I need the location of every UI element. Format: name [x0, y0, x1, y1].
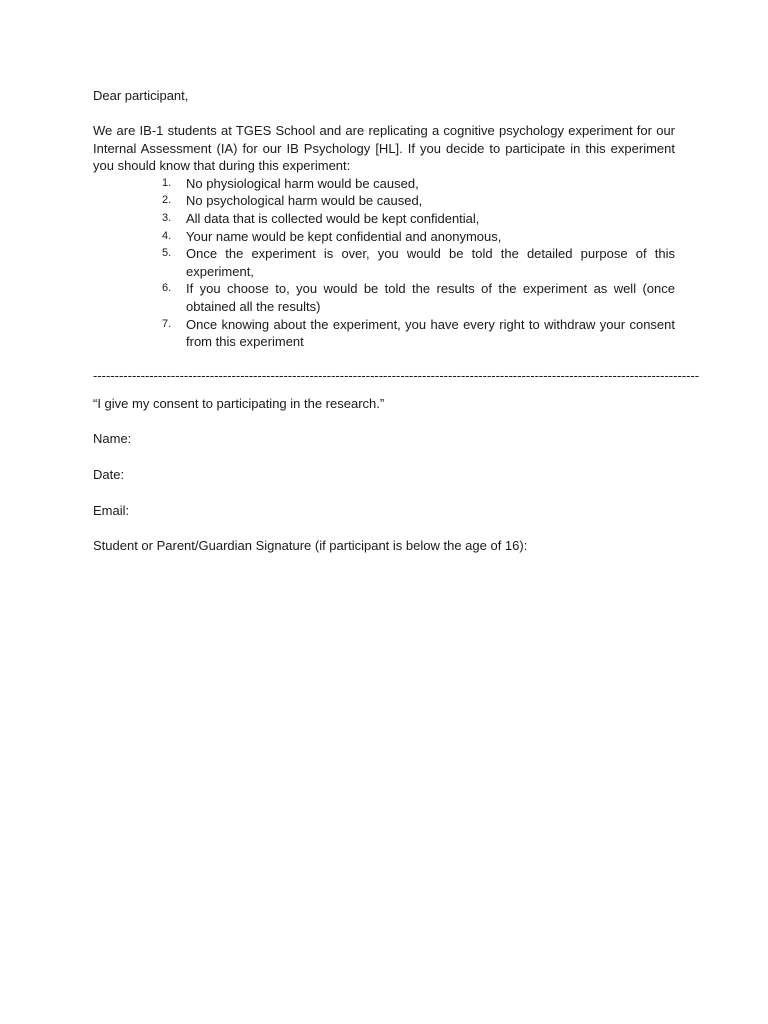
- list-number: 5.: [162, 247, 172, 260]
- date-label: Date:: [93, 466, 125, 482]
- list-item: [93, 245, 675, 280]
- name-label: Name:: [93, 431, 132, 447]
- list-text: If you choose to, you would be told the results of the experiment as well (once obtained all the results): [186, 281, 675, 314]
- list-number: 1.: [162, 176, 172, 189]
- consent-statement: “I give my consent to participating in the research.”: [93, 395, 385, 411]
- list-item: [93, 175, 675, 193]
- email-label: Email:: [93, 502, 130, 518]
- list-text: No psychological harm would be caused,: [186, 193, 423, 209]
- conditions-list: [93, 175, 675, 351]
- signature-label: Student or Parent/Guardian Signature (if participant is below the age of 16):: [93, 538, 528, 554]
- list-number: 7.: [162, 317, 172, 330]
- list-item: [93, 192, 675, 210]
- dashed-divider: --------------------------------------------------------------------------------------------------------------------------------------------: [93, 367, 700, 383]
- intro-paragraph: We are IB-1 students at TGES School and are replicating a cognitive psychology experiment for our Internal Assessment (IA) for our IB Psychology [HL]. If you decide to participate in this experiment you should know that during this experiment:: [93, 123, 675, 174]
- list-text: Once knowing about the experiment, you have every right to withdraw your consent from this experiment: [186, 316, 675, 350]
- list-item: [93, 280, 675, 315]
- list-number: 3.: [162, 211, 172, 224]
- list-item: [93, 316, 675, 351]
- list-number: 4.: [162, 229, 172, 242]
- list-number: 6.: [162, 282, 172, 295]
- list-text: All data that is collected would be kept confidential,: [186, 210, 480, 226]
- list-text: No physiological harm would be caused,: [186, 175, 419, 191]
- list-number: 2.: [162, 194, 172, 207]
- letter-body: [93, 87, 700, 555]
- list-text: Your name would be kept confidential and anonymous,: [186, 228, 502, 244]
- list-text: Once the experiment is over, you would be told the detailed purpose of this experiment,: [186, 246, 675, 279]
- list-item: [93, 210, 675, 228]
- list-item: [93, 228, 675, 246]
- greeting: Dear participant,: [93, 88, 189, 103]
